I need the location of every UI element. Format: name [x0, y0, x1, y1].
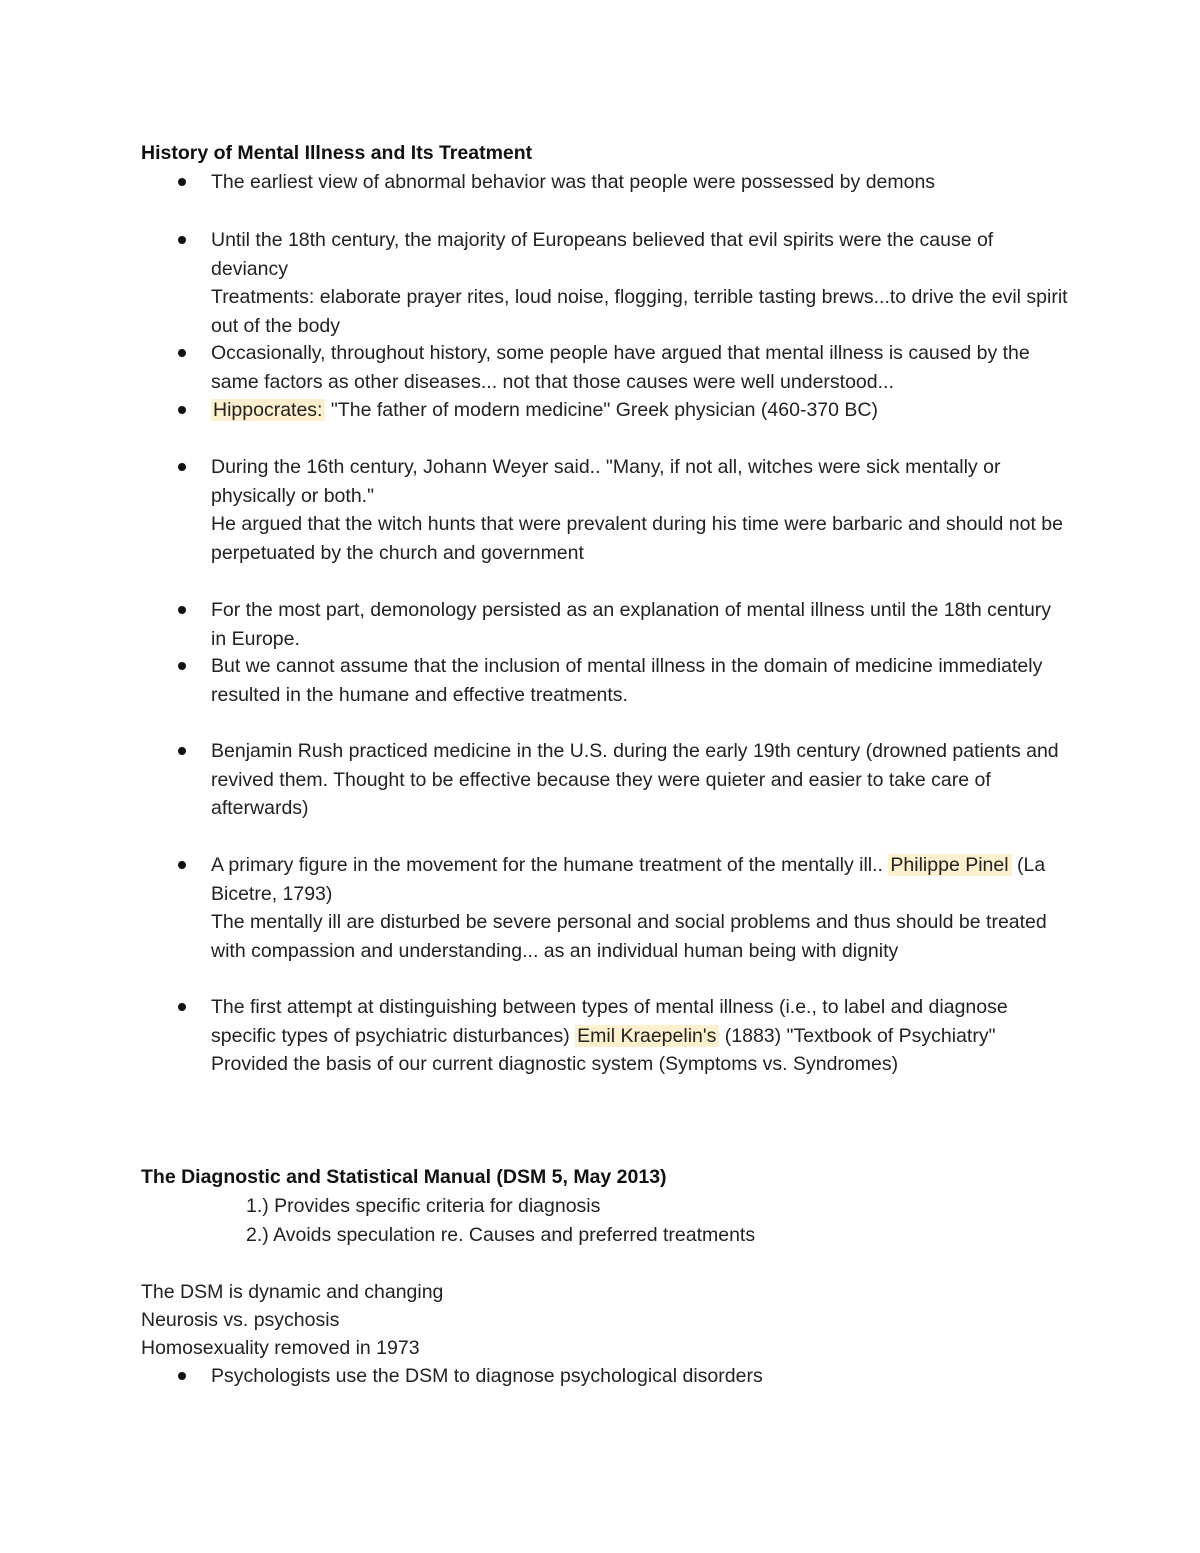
highlight-hippocrates: Hippocrates: — [211, 399, 325, 421]
list-item: A primary figure in the movement for the humane treatment of the mentally ill.. Philippe Pinel (La Bicetre, 1793) The mentally ill are disturbed be severe personal and social problems and thus should be treated with compassion and understanding... as an individual human being with dignity — [211, 851, 1071, 965]
list-item: During the 16th century, Johann Weyer said.. "Many, if not all, witches were sick mentally or physically or both." He argued that the witch hunts that were prevalent during his time were barbaric and should not be perpetuated by the church and government — [211, 453, 1071, 567]
list-item: The earliest view of abnormal behavior was that people were possessed by demons — [211, 168, 1071, 197]
section-title-dsm: The Diagnostic and Statistical Manual (DSM 5, May 2013) — [141, 1166, 667, 1188]
list-item: But we cannot assume that the inclusion of mental illness in the domain of medicine immediately resulted in the humane and effective treatments. — [211, 652, 1071, 709]
list-item: Benjamin Rush practiced medicine in the U.S. during the early 19th century (drowned patients and revived them. Thought to be effective because they were quieter and easier to take care of afterwards) — [211, 737, 1071, 823]
highlight-pinel: Philippe Pinel — [888, 854, 1011, 876]
numbered-item-2: 2.) Avoids speculation re. Causes and preferred treatments — [246, 1224, 756, 1246]
list-item: Occasionally, throughout history, some people have argued that mental illness is caused by the same factors as other diseases... not that those causes were well understood... — [211, 339, 1071, 396]
numbered-item-1: 1.) Provides specific criteria for diagnosis — [246, 1195, 601, 1217]
list-item: Hippocrates: "The father of modern medicine" Greek physician (460-370 BC) — [211, 396, 1071, 425]
list-item: Psychologists use the DSM to diagnose psychological disorders — [211, 1362, 1071, 1391]
section-title-history: History of Mental Illness and Its Treatment — [141, 142, 533, 164]
list-item: For the most part, demonology persisted as an explanation of mental illness until the 18th century in Europe. — [211, 596, 1071, 653]
list-item: The first attempt at distinguishing between types of mental illness (i.e., to label and diagnose specific types of psychiatric disturbances) Emil Kraepelin's (1883) "Textbook of Psychiatry" Provided the basis of our current diagnostic system (Symptoms vs. Syndromes) — [211, 993, 1071, 1079]
highlight-kraepelin: Emil Kraepelin's — [575, 1025, 719, 1047]
paragraph-neurosis: Neurosis vs. psychosis — [141, 1309, 340, 1331]
paragraph-homosexuality: Homosexuality removed in 1973 — [141, 1337, 420, 1359]
list-item: Until the 18th century, the majority of Europeans believed that evil spirits were the cause of deviancy Treatments: elaborate prayer rites, loud noise, flogging, terrible tasting brews...to drive the evil spirit out of the body — [211, 226, 1071, 340]
paragraph-dsm-dynamic: The DSM is dynamic and changing — [141, 1281, 444, 1303]
